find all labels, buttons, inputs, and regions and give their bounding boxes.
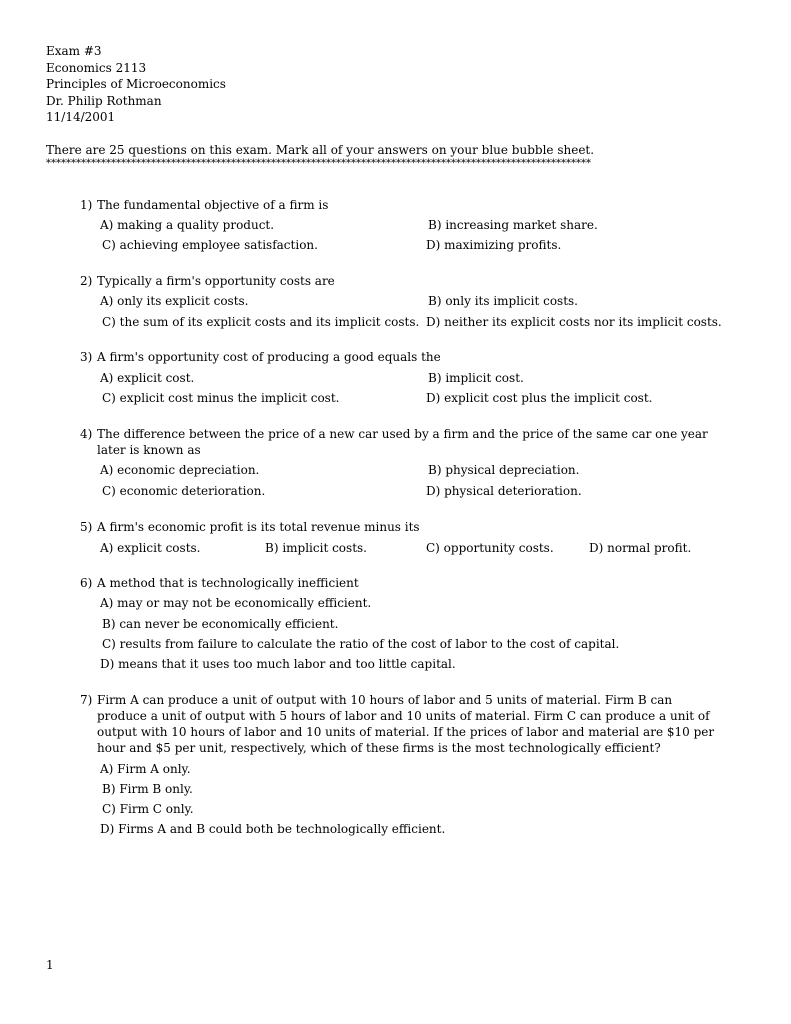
answer-option-b: B) only its implicit costs. [428,294,578,308]
answer-option-b: B) can never be economically efficient. [102,617,339,631]
question-4 [80,426,720,498]
answer-option-c: C) the sum of its explicit costs and its implicit costs. [102,315,420,329]
answer-option-b: B) increasing market share. [428,218,598,232]
answer-option-a: A) explicit cost. [100,371,195,385]
question-3 [80,349,720,405]
answer-option-a: A) Firm A only. [100,762,191,776]
answer-option-a: A) only its explicit costs. [100,294,249,308]
answer-option-b: B) implicit costs. [265,541,367,555]
question-text: The fundamental objective of a firm is [97,198,329,212]
question-6 [80,575,720,671]
question-7 [80,692,720,836]
answer-option-c: C) explicit cost minus the implicit cost. [102,391,340,405]
question-number: 3) [80,350,93,364]
answer-option-d: D) explicit cost plus the implicit cost. [426,391,653,405]
answer-option-b: B) Firm B only. [102,782,193,796]
question-number: 2) [80,274,93,288]
answer-option-c: C) results from failure to calculate the ratio of the cost of labor to the cost of capital. [102,637,620,651]
answer-option-c: C) Firm C only. [102,802,194,816]
course-title: Principles of Microeconomics [46,77,226,91]
answer-option-c: C) achieving employee satisfaction. [102,238,318,252]
question-1 [80,197,720,253]
question-number: 5) [80,520,93,534]
answer-option-d: D) normal profit. [589,541,692,555]
question-number: 1) [80,198,93,212]
question-number: 7) [80,693,93,707]
answer-option-d: D) Firms A and B could both be technologically efficient. [100,822,446,836]
answer-option-d: D) means that it uses too much labor and too little capital. [100,657,456,671]
question-2 [80,273,720,329]
question-text: A method that is technologically inefficient [97,576,359,590]
instructions-block [46,143,736,170]
answer-option-a: A) making a quality product. [100,218,275,232]
question-5 [80,519,720,555]
answer-option-b: B) implicit cost. [428,371,524,385]
course-number: Economics 2113 [46,60,147,75]
answer-option-c: C) economic deterioration. [102,484,266,498]
question-text: A firm's opportunity cost of producing a good equals the [97,350,441,364]
exam-header [46,43,226,126]
question-text: Firm A can produce a unit of output with 10 hours of labor and 5 units of material. Firm B can produce a unit of output with 5 hours of labor and 10 units of material. Firm C can produce a unit of output with 10 hours of labor and 10 units of material. If the prices of labor and material are $10 per hour and $5 per unit, respectively, which of these firms is the most technologically efficient? [97,693,715,755]
answer-option-c: C) opportunity costs. [426,541,554,555]
answer-option-a: A) may or may not be economically efficient. [100,596,372,610]
exam-date: 11/14/2001 [46,110,116,124]
page-number: 1 [46,958,54,972]
instructor-name: Dr. Philip Rothman [46,93,162,108]
question-number: 6) [80,576,93,590]
answer-option-b: B) physical depreciation. [428,463,580,477]
instructions-text: There are 25 questions on this exam. Mark all of your answers on your blue bubble sheet. [46,143,595,157]
answer-option-d: D) neither its explicit costs nor its implicit costs. [426,315,722,329]
separator-line: ************************************************************************************************************* [46,158,591,169]
question-number: 4) [80,427,93,441]
answer-option-d: D) physical deterioration. [426,484,582,498]
exam-title: Exam #3 [46,44,102,58]
answer-option-a: A) economic depreciation. [100,463,260,477]
answer-option-a: A) explicit costs. [100,541,201,555]
question-text: A firm's economic profit is its total revenue minus its [97,520,420,534]
answer-option-d: D) maximizing profits. [426,238,562,252]
question-text: The difference between the price of a new car used by a firm and the price of the same car one year later is known as [97,427,708,457]
question-text: Typically a firm's opportunity costs are [97,274,335,288]
